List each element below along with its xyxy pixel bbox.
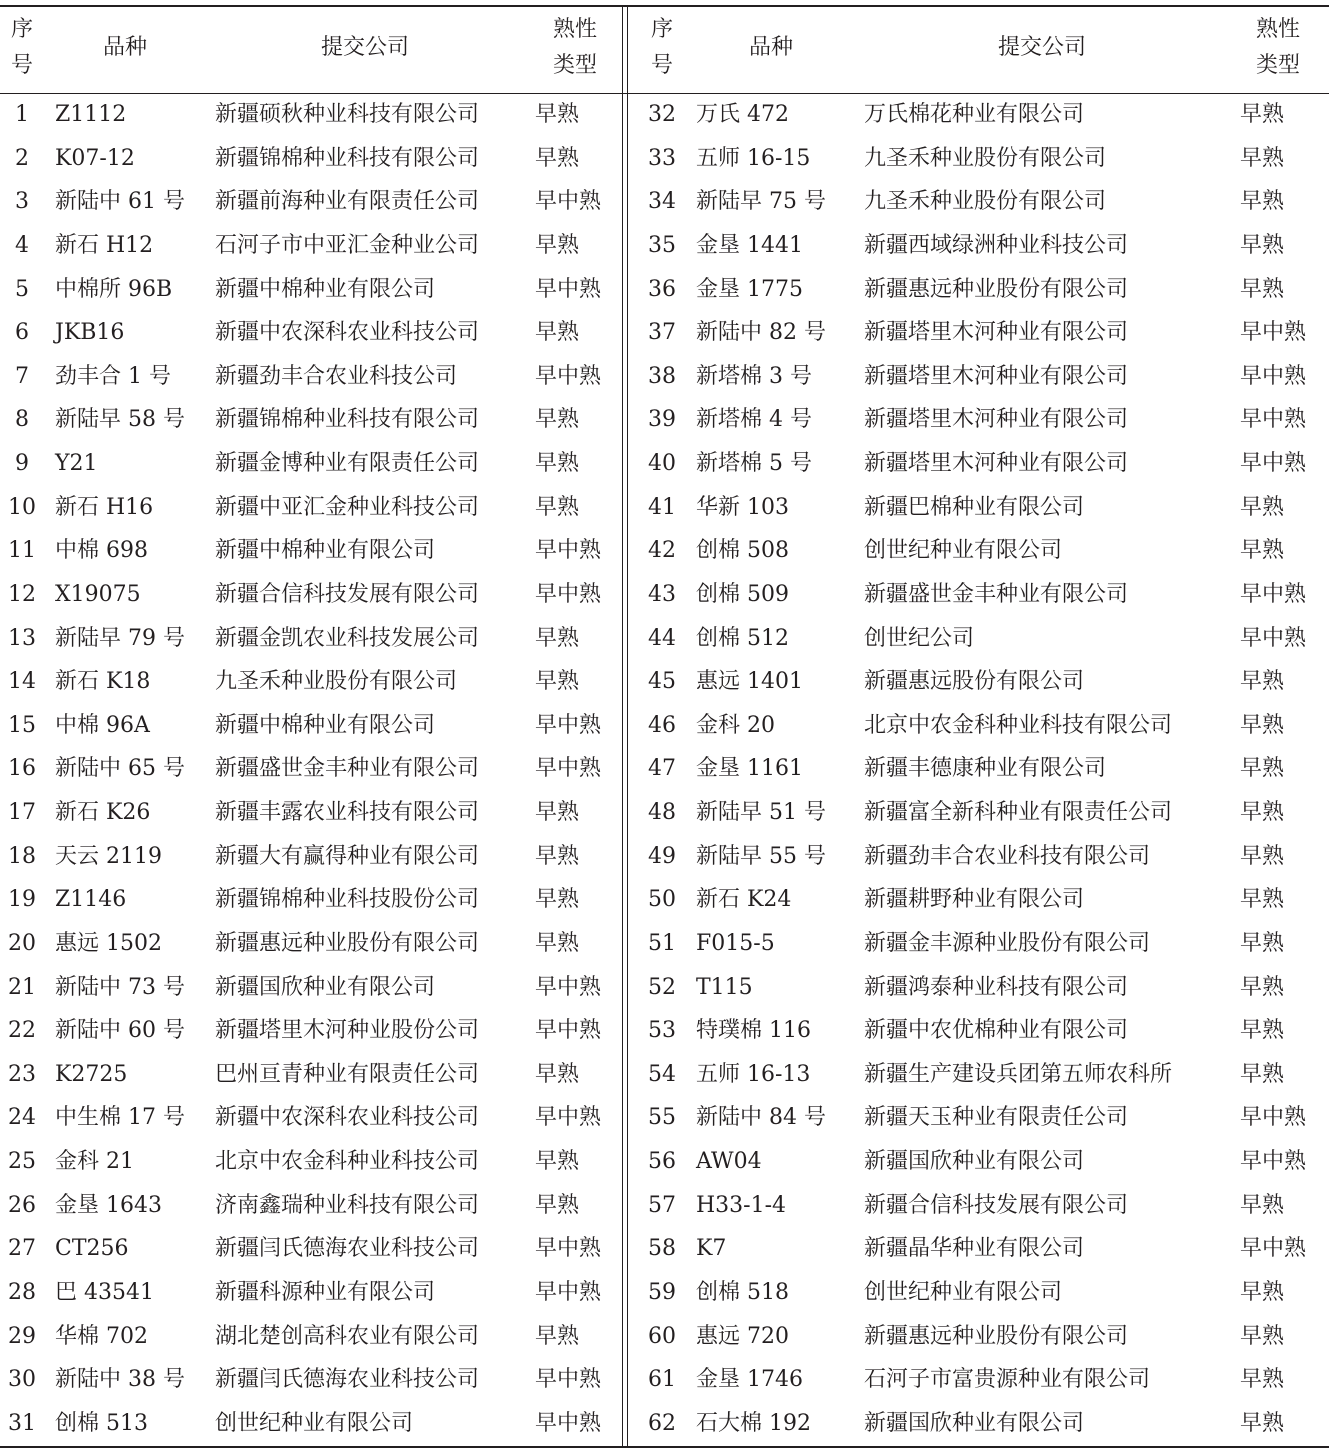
row-variety: 新塔棉 4 号 [696, 407, 812, 432]
row-company: 新疆中亚汇金种业科技公司 [215, 495, 480, 520]
row-variety: 新陆中 82 号 [696, 320, 826, 345]
row-company: 新疆金凯农业科技发展公司 [215, 626, 480, 651]
row-index: 3 [15, 189, 29, 214]
row-maturity: 早熟 [1240, 713, 1285, 738]
header-index-left: 序 号 [10, 17, 33, 78]
row-company: 新疆锦棉种业科技股份公司 [215, 887, 480, 912]
row-index: 24 [8, 1105, 36, 1130]
row-variety: 惠远 1502 [55, 931, 162, 956]
row-maturity: 早熟 [1240, 1367, 1285, 1392]
row-company: 新疆中棉种业有限公司 [215, 713, 436, 738]
row-variety: 金垦 1441 [696, 233, 803, 258]
row-company: 新疆塔里木河种业有限公司 [864, 407, 1129, 432]
row-maturity: 早中熟 [535, 1367, 602, 1392]
row-company: 新疆国欣种业有限公司 [215, 975, 436, 1000]
row-company: 新疆塔里木河种业股份公司 [215, 1018, 480, 1043]
row-index: 4 [15, 233, 29, 258]
row-index: 45 [648, 669, 676, 694]
row-company: 石河子市富贵源种业有限公司 [864, 1367, 1151, 1392]
row-company: 新疆耕野种业有限公司 [864, 887, 1085, 912]
row-company: 新疆闫氏德海农业科技公司 [215, 1367, 480, 1392]
row-maturity: 早中熟 [1240, 364, 1307, 389]
row-variety: 金垦 1643 [55, 1193, 162, 1218]
row-index: 14 [8, 669, 36, 694]
row-company: 新疆塔里木河种业有限公司 [864, 451, 1129, 476]
row-company: 新疆晶华种业有限公司 [864, 1236, 1085, 1261]
row-variety: 五师 16-13 [696, 1062, 811, 1087]
row-variety: 新陆中 84 号 [696, 1105, 826, 1130]
row-maturity: 早熟 [535, 931, 580, 956]
row-variety: H33-1-4 [696, 1193, 787, 1218]
row-maturity: 早熟 [535, 887, 580, 912]
row-index: 55 [648, 1105, 676, 1130]
row-variety: 新塔棉 5 号 [696, 451, 812, 476]
row-maturity: 早熟 [535, 320, 580, 345]
row-variety: 天云 2119 [55, 844, 162, 869]
row-company: 九圣禾种业股份有限公司 [864, 146, 1107, 171]
row-maturity: 早中熟 [535, 1280, 602, 1305]
row-maturity: 早熟 [1240, 1324, 1285, 1349]
row-variety: Z1112 [55, 102, 127, 127]
row-company: 新疆盛世金丰种业有限公司 [864, 582, 1129, 607]
row-variety: 新陆早 79 号 [55, 626, 185, 651]
row-company: 新疆金博种业有限责任公司 [215, 451, 480, 476]
row-maturity: 早熟 [1240, 1018, 1285, 1043]
row-variety: 新陆中 61 号 [55, 189, 185, 214]
row-maturity: 早熟 [1240, 538, 1285, 563]
row-company: 新疆国欣种业有限公司 [864, 1149, 1085, 1174]
row-maturity: 早熟 [535, 1149, 580, 1174]
row-index: 33 [648, 146, 676, 171]
row-index: 7 [15, 364, 29, 389]
row-variety: JKB16 [55, 320, 125, 345]
row-index: 5 [15, 277, 29, 302]
row-maturity: 早中熟 [535, 975, 602, 1000]
row-company: 新疆科源种业有限公司 [215, 1280, 436, 1305]
row-variety: 新陆中 65 号 [55, 756, 185, 781]
column-divider-left [622, 6, 623, 1447]
row-maturity: 早中熟 [535, 1236, 602, 1261]
row-index: 50 [648, 887, 676, 912]
header-rule [0, 93, 1329, 94]
row-company: 新疆劲丰合农业科技有限公司 [864, 844, 1151, 869]
row-company: 新疆中棉种业有限公司 [215, 277, 436, 302]
row-variety: F015-5 [696, 931, 775, 956]
row-index: 41 [648, 495, 676, 520]
row-company: 新疆西域绿洲种业科技公司 [864, 233, 1129, 258]
row-company: 新疆劲丰合农业科技公司 [215, 364, 458, 389]
row-company: 新疆生产建设兵团第五师农科所 [864, 1062, 1173, 1087]
row-maturity: 早熟 [535, 146, 580, 171]
row-variety: 新石 K24 [696, 887, 792, 912]
row-index: 42 [648, 538, 676, 563]
row-variety: X19075 [55, 582, 141, 607]
row-variety: 创棉 508 [696, 538, 789, 563]
row-index: 25 [8, 1149, 36, 1174]
row-index: 43 [648, 582, 676, 607]
row-variety: 惠远 720 [696, 1324, 789, 1349]
row-company: 新疆合信科技发展有限公司 [215, 582, 480, 607]
row-maturity: 早熟 [1240, 102, 1285, 127]
row-maturity: 早熟 [1240, 1280, 1285, 1305]
row-variety: 劲丰合 1 号 [55, 364, 171, 389]
header-variety-left: 品种 [102, 35, 147, 60]
row-variety: CT256 [55, 1236, 129, 1261]
row-maturity: 早熟 [1240, 277, 1285, 302]
row-company: 新疆前海种业有限责任公司 [215, 189, 480, 214]
row-index: 11 [8, 538, 36, 563]
row-company: 新疆丰露农业科技有限公司 [215, 800, 480, 825]
column-divider-right [627, 6, 628, 1447]
row-index: 60 [648, 1324, 676, 1349]
row-variety: K2725 [55, 1062, 128, 1087]
row-maturity: 早中熟 [535, 277, 602, 302]
row-company: 新疆中农优棉种业有限公司 [864, 1018, 1129, 1043]
row-variety: T115 [696, 975, 753, 1000]
row-index: 12 [8, 582, 36, 607]
row-index: 2 [15, 146, 29, 171]
row-index: 51 [648, 931, 676, 956]
row-maturity: 早熟 [1240, 756, 1285, 781]
row-index: 27 [8, 1236, 36, 1261]
row-index: 23 [8, 1062, 36, 1087]
row-index: 32 [648, 102, 676, 127]
row-maturity: 早熟 [1240, 1411, 1285, 1436]
row-company: 万氏棉花种业有限公司 [864, 102, 1085, 127]
row-maturity: 早中熟 [535, 538, 602, 563]
row-index: 8 [15, 407, 29, 432]
row-maturity: 早中熟 [1240, 582, 1307, 607]
row-maturity: 早熟 [535, 233, 580, 258]
row-company: 新疆塔里木河种业有限公司 [864, 364, 1129, 389]
row-variety: 新石 K26 [55, 800, 151, 825]
row-variety: 新陆中 38 号 [55, 1367, 185, 1392]
row-index: 53 [648, 1018, 676, 1043]
row-index: 15 [8, 713, 36, 738]
row-index: 22 [8, 1018, 36, 1043]
row-maturity: 早中熟 [535, 364, 602, 389]
row-company: 巴州亘青种业有限责任公司 [215, 1062, 480, 1087]
row-index: 26 [8, 1193, 36, 1218]
row-variety: 新石 H12 [55, 233, 154, 258]
row-index: 17 [8, 800, 36, 825]
row-variety: 华新 103 [696, 495, 789, 520]
row-maturity: 早熟 [1240, 233, 1285, 258]
row-index: 59 [648, 1280, 676, 1305]
row-variety: 石大棉 192 [696, 1411, 811, 1436]
row-index: 58 [648, 1236, 676, 1261]
row-index: 31 [8, 1411, 36, 1436]
row-maturity: 早熟 [535, 669, 580, 694]
row-company: 新疆盛世金丰种业有限公司 [215, 756, 480, 781]
row-index: 37 [648, 320, 676, 345]
row-maturity: 早中熟 [535, 582, 602, 607]
row-variety: 金科 20 [696, 713, 775, 738]
row-maturity: 早熟 [535, 102, 580, 127]
header-variety-right: 品种 [748, 35, 793, 60]
row-maturity: 早中熟 [535, 1018, 602, 1043]
row-variety: 中棉所 96B [55, 277, 173, 302]
row-variety: K07-12 [55, 146, 135, 171]
row-maturity: 早熟 [1240, 887, 1285, 912]
row-index: 39 [648, 407, 676, 432]
row-maturity: 早熟 [1240, 975, 1285, 1000]
row-maturity: 早熟 [1240, 1062, 1285, 1087]
row-company: 新疆中农深科农业科技公司 [215, 1105, 480, 1130]
header-maturity-left: 熟性 类型 [552, 17, 597, 78]
row-company: 九圣禾种业股份有限公司 [864, 189, 1107, 214]
row-index: 13 [8, 626, 36, 651]
row-maturity: 早熟 [1240, 495, 1285, 520]
row-variety: 金科 21 [55, 1149, 134, 1174]
row-maturity: 早中熟 [1240, 1236, 1307, 1261]
row-maturity: 早中熟 [1240, 1105, 1307, 1130]
row-maturity: 早熟 [1240, 1193, 1285, 1218]
row-index: 62 [648, 1411, 676, 1436]
row-index: 21 [8, 975, 36, 1000]
row-index: 6 [15, 320, 29, 345]
row-company: 新疆合信科技发展有限公司 [864, 1193, 1129, 1218]
row-company: 新疆大有赢得种业有限公司 [215, 844, 480, 869]
row-index: 52 [648, 975, 676, 1000]
row-variety: 万氏 472 [696, 102, 789, 127]
row-index: 47 [648, 756, 676, 781]
row-index: 38 [648, 364, 676, 389]
row-variety: 新陆中 73 号 [55, 975, 185, 1000]
row-company: 新疆巴棉种业有限公司 [864, 495, 1085, 520]
row-maturity: 早熟 [1240, 844, 1285, 869]
row-company: 北京中农金科种业科技公司 [215, 1149, 480, 1174]
row-index: 28 [8, 1280, 36, 1305]
row-variety: 中棉 96A [55, 713, 150, 738]
row-variety: 惠远 1401 [696, 669, 803, 694]
row-index: 49 [648, 844, 676, 869]
top-rule [0, 5, 1329, 7]
row-company: 新疆惠远种业股份有限公司 [215, 931, 480, 956]
row-company: 新疆鸿泰种业科技有限公司 [864, 975, 1129, 1000]
row-company: 创世纪公司 [864, 626, 975, 651]
row-variety: 巴 43541 [55, 1280, 154, 1305]
row-maturity: 早熟 [535, 626, 580, 651]
row-index: 61 [648, 1367, 676, 1392]
row-variety: 华棉 702 [55, 1324, 148, 1349]
row-maturity: 早熟 [1240, 800, 1285, 825]
row-company: 创世纪种业有限公司 [215, 1411, 414, 1436]
row-index: 46 [648, 713, 676, 738]
row-variety: 新陆早 55 号 [696, 844, 826, 869]
row-variety: Z1146 [55, 887, 127, 912]
row-variety: AW04 [696, 1149, 762, 1174]
header-company-left: 提交公司 [320, 35, 409, 60]
row-index: 1 [15, 102, 29, 127]
row-company: 新疆锦棉种业科技有限公司 [215, 146, 480, 171]
row-variety: 新石 K18 [55, 669, 151, 694]
row-index: 30 [8, 1367, 36, 1392]
row-variety: 中棉 698 [55, 538, 148, 563]
row-company: 石河子市中亚汇金种业公司 [215, 233, 480, 258]
row-maturity: 早熟 [535, 495, 580, 520]
row-index: 56 [648, 1149, 676, 1174]
row-variety: 特璞棉 116 [696, 1018, 811, 1043]
row-maturity: 早熟 [535, 451, 580, 476]
row-variety: 新塔棉 3 号 [696, 364, 812, 389]
row-index: 16 [8, 756, 36, 781]
row-maturity: 早熟 [1240, 146, 1285, 171]
row-index: 54 [648, 1062, 676, 1087]
row-company: 新疆国欣种业有限公司 [864, 1411, 1085, 1436]
row-company: 新疆锦棉种业科技有限公司 [215, 407, 480, 432]
row-maturity: 早中熟 [1240, 626, 1307, 651]
row-maturity: 早中熟 [1240, 407, 1307, 432]
row-maturity: 早熟 [1240, 669, 1285, 694]
row-index: 18 [8, 844, 36, 869]
row-variety: 创棉 518 [696, 1280, 789, 1305]
row-index: 48 [648, 800, 676, 825]
row-maturity: 早中熟 [535, 1105, 602, 1130]
row-variety: Y21 [55, 451, 98, 476]
row-maturity: 早熟 [535, 800, 580, 825]
row-company: 创世纪种业有限公司 [864, 1280, 1063, 1305]
row-variety: 金垦 1775 [696, 277, 803, 302]
header-company-right: 提交公司 [997, 35, 1086, 60]
row-maturity: 早熟 [535, 1062, 580, 1087]
row-company: 新疆中棉种业有限公司 [215, 538, 436, 563]
row-variety: 创棉 509 [696, 582, 789, 607]
row-index: 29 [8, 1324, 36, 1349]
row-variety: 新陆早 51 号 [696, 800, 826, 825]
row-company: 北京中农金科种业科技有限公司 [864, 713, 1173, 738]
row-variety: 金垦 1746 [696, 1367, 803, 1392]
row-company: 新疆闫氏德海农业科技公司 [215, 1236, 480, 1261]
row-company: 九圣禾种业股份有限公司 [215, 669, 458, 694]
row-company: 湖北楚创高科农业有限公司 [215, 1324, 480, 1349]
row-maturity: 早熟 [1240, 189, 1285, 214]
row-maturity: 早熟 [535, 1324, 580, 1349]
row-variety: 创棉 513 [55, 1411, 148, 1436]
row-company: 新疆塔里木河种业有限公司 [864, 320, 1129, 345]
row-index: 20 [8, 931, 36, 956]
row-maturity: 早中熟 [1240, 1149, 1307, 1174]
row-index: 35 [648, 233, 676, 258]
row-variety: 五师 16-15 [696, 146, 811, 171]
row-maturity: 早中熟 [535, 756, 602, 781]
row-variety: K7 [696, 1236, 727, 1261]
row-company: 新疆惠远种业股份有限公司 [864, 277, 1129, 302]
row-variety: 中生棉 17 号 [55, 1105, 185, 1130]
row-company: 新疆金丰源种业股份有限公司 [864, 931, 1151, 956]
row-maturity: 早中熟 [1240, 320, 1307, 345]
row-company: 新疆中农深科农业科技公司 [215, 320, 480, 345]
row-index: 44 [648, 626, 676, 651]
row-company: 新疆惠远种业股份有限公司 [864, 1324, 1129, 1349]
row-maturity: 早熟 [535, 844, 580, 869]
row-company: 新疆惠远股份有限公司 [864, 669, 1085, 694]
row-company: 新疆天玉种业有限责任公司 [864, 1105, 1129, 1130]
row-index: 19 [8, 887, 36, 912]
row-index: 9 [15, 451, 29, 476]
row-index: 57 [648, 1193, 676, 1218]
row-index: 34 [648, 189, 676, 214]
row-maturity: 早熟 [535, 407, 580, 432]
row-index: 36 [648, 277, 676, 302]
row-company: 济南鑫瑞种业科技有限公司 [215, 1193, 480, 1218]
row-maturity: 早中熟 [535, 1411, 602, 1436]
row-company: 创世纪种业有限公司 [864, 538, 1063, 563]
header-maturity-right: 熟性 类型 [1255, 17, 1300, 78]
row-index: 40 [648, 451, 676, 476]
row-variety: 金垦 1161 [696, 756, 803, 781]
row-index: 10 [8, 495, 36, 520]
row-variety: 新陆中 60 号 [55, 1018, 185, 1043]
row-company: 新疆富全新科种业有限责任公司 [864, 800, 1173, 825]
row-maturity: 早熟 [535, 1193, 580, 1218]
row-maturity: 早熟 [1240, 931, 1285, 956]
bottom-rule [0, 1446, 1329, 1448]
row-company: 新疆丰德康种业有限公司 [864, 756, 1107, 781]
row-maturity: 早中熟 [1240, 451, 1307, 476]
row-maturity: 早中熟 [535, 189, 602, 214]
row-variety: 新陆早 75 号 [696, 189, 826, 214]
row-company: 新疆硕秋种业科技有限公司 [215, 102, 480, 127]
row-variety: 创棉 512 [696, 626, 789, 651]
header-index-right: 序 号 [650, 17, 673, 78]
row-maturity: 早中熟 [535, 713, 602, 738]
row-variety: 新石 H16 [55, 495, 154, 520]
row-variety: 新陆早 58 号 [55, 407, 185, 432]
